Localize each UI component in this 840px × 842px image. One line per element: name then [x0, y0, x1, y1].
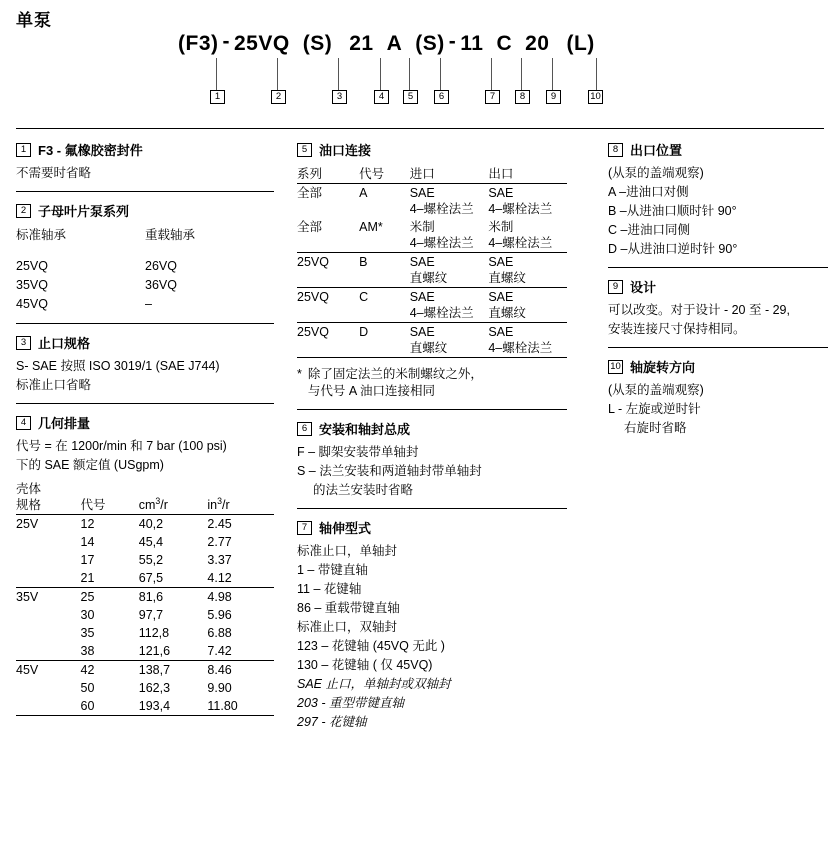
- section-7-line-5: 标准止口，双轴封: [297, 620, 398, 634]
- displacement-in3r: 5.96: [207, 608, 232, 622]
- section-10-line-1: (从泵的盖端观察): [608, 383, 704, 397]
- section-4-line-2: 下的 SAE 额定值 (USgpm): [16, 458, 164, 472]
- port-header-row: [297, 165, 567, 184]
- section-7-line-9: 203 - 重型带键直轴: [297, 696, 404, 710]
- divider-3: [16, 403, 274, 404]
- section-10-title: 轴旋转方向: [630, 360, 696, 375]
- displacement-cm3r: 40,2: [138, 517, 164, 531]
- section-2-r1-c1: 25VQ: [16, 259, 48, 273]
- port-inlet: SAE 直螺纹: [410, 253, 489, 288]
- displacement-cm3r: 45,4: [138, 535, 164, 549]
- displacement-in3r: 11.80: [207, 697, 274, 716]
- displacement-table: [16, 480, 274, 716]
- leader-9: [552, 58, 553, 90]
- section-8-title: 出口位置: [630, 143, 683, 158]
- displacement-in3r: 4.12: [207, 569, 274, 588]
- section-9-title: 设计: [630, 280, 657, 295]
- table-row: [297, 323, 567, 358]
- section-8: [608, 140, 828, 258]
- displacement-cm3r: 55,2: [138, 553, 164, 567]
- displacement-header-frame: 壳体 规格: [16, 480, 81, 515]
- model-code-string: [175, 30, 598, 58]
- displacement-in3r: 4.98: [207, 590, 232, 604]
- divider-4: [297, 409, 567, 410]
- section-9-number: 9: [608, 280, 623, 294]
- table-row: [297, 184, 567, 219]
- code-dash-1: -: [222, 30, 230, 53]
- section-2-header-standard: 标准轴承: [16, 228, 67, 242]
- port-header-inlet: 进口: [410, 165, 489, 184]
- leader-5: [409, 58, 410, 90]
- section-1-line-1: 不需要时省略: [16, 166, 92, 180]
- displacement-in3r: 9.90: [207, 681, 232, 695]
- leader-7: [491, 58, 492, 90]
- code-marker-2: 2: [271, 90, 286, 104]
- port-code: AM*: [359, 218, 410, 253]
- leader-2: [277, 58, 278, 90]
- port-connection-table: [297, 165, 567, 358]
- section-2-row-3: [16, 295, 274, 314]
- code-token-a: A: [386, 32, 403, 55]
- model-code-area: [0, 30, 840, 120]
- section-3: [16, 333, 274, 394]
- displacement-frame-35v: 35V: [16, 590, 39, 604]
- port-series: 25VQ: [297, 288, 359, 323]
- section-10-head: [608, 357, 828, 376]
- displacement-in3r: 8.46: [207, 663, 232, 677]
- section-2-r1-c2: 26VQ: [145, 259, 177, 273]
- section-2-r2-c2: 36VQ: [145, 278, 177, 292]
- code-marker-3: 3: [332, 90, 347, 104]
- section-5-footnote: [297, 366, 567, 400]
- section-10-number: 10: [608, 360, 623, 374]
- port-outlet: SAE 4–螺栓法兰: [488, 323, 567, 358]
- code-leader-lines: [0, 58, 840, 120]
- divider-2: [16, 323, 274, 324]
- section-7-line-10: 297 - 花键轴: [297, 715, 367, 729]
- table-row: [16, 624, 274, 642]
- table-row: [16, 661, 274, 680]
- displacement-code: 12: [80, 517, 95, 531]
- displacement-code: 14: [80, 535, 95, 549]
- displacement-header-code: 代号: [81, 480, 139, 515]
- section-5-title: 油口连接: [319, 143, 372, 158]
- section-7-line-3: 11 – 花键轴: [297, 582, 362, 596]
- code-marker-10: 10: [588, 90, 603, 104]
- leader-8: [521, 58, 522, 90]
- code-token-25vq: 25VQ: [234, 32, 290, 55]
- section-3-title: 止口规格: [38, 336, 91, 351]
- section-4-line-1: 代号 = 在 1200r/min 和 7 bar (100 psi): [16, 439, 227, 453]
- section-10-line-3: 右旋时省略: [624, 421, 687, 435]
- divider-1: [16, 191, 274, 192]
- displacement-code: 21: [81, 569, 139, 588]
- displacement-code: 25: [80, 590, 95, 604]
- displacement-frame-45v: 45V: [16, 663, 39, 677]
- section-2-row-1: [16, 257, 274, 276]
- section-6-title: 安装和轴封总成: [319, 422, 411, 437]
- section-1-head: [16, 140, 274, 159]
- footnote-line-2: 与代号 A 油口连接相同: [307, 384, 435, 398]
- section-1: [16, 140, 274, 182]
- section-2-headers: [16, 226, 274, 245]
- port-header-code: 代号: [359, 165, 410, 184]
- section-2-r3-c1: 45VQ: [16, 297, 48, 311]
- section-1-number: 1: [16, 143, 31, 157]
- displacement-frame-25v: 25V: [16, 517, 39, 531]
- code-marker-7: 7: [485, 90, 500, 104]
- port-series: 25VQ: [297, 323, 359, 358]
- displacement-cm3r: 112,8: [138, 626, 170, 640]
- section-5: [297, 140, 567, 400]
- section-4-title: 几何排量: [38, 416, 91, 431]
- section-9-head: [608, 277, 828, 296]
- table-row: [16, 588, 274, 607]
- section-8-head: [608, 140, 828, 159]
- leader-4: [380, 58, 381, 90]
- displacement-code: 50: [80, 681, 95, 695]
- displacement-in3r: 7.42: [207, 642, 274, 661]
- code-token-s1: (S): [302, 32, 333, 55]
- displacement-code: 17: [80, 553, 95, 567]
- table-row: [16, 569, 274, 588]
- section-2: [16, 201, 274, 314]
- section-6-number: 6: [297, 422, 312, 436]
- code-marker-9: 9: [546, 90, 561, 104]
- port-inlet: SAE 4–螺栓法兰: [409, 186, 474, 216]
- table-row: [16, 642, 274, 661]
- port-series: 25VQ: [297, 253, 359, 288]
- section-2-row-2: [16, 276, 274, 295]
- displacement-in3r: 2.77: [207, 535, 232, 549]
- displacement-header-in3r: $in^3/r$: [207, 480, 274, 515]
- code-token-l: (L): [566, 32, 595, 55]
- section-3-number: 3: [16, 336, 31, 350]
- leader-3: [338, 58, 339, 90]
- table-row: [16, 606, 274, 624]
- section-2-r2-c1: 35VQ: [16, 278, 48, 292]
- table-row: [16, 533, 274, 551]
- table-row: [16, 697, 274, 716]
- port-code: D: [359, 323, 410, 358]
- displacement-in3r: 6.88: [207, 626, 232, 640]
- section-4: [16, 413, 274, 716]
- port-outlet: SAE 直螺纹: [488, 288, 567, 323]
- section-2-title: 子母叶片泵系列: [38, 204, 130, 219]
- displacement-cm3r: 67,5: [139, 569, 208, 588]
- table-row: [297, 218, 567, 253]
- displacement-cm3r: 193,4: [139, 697, 208, 716]
- displacement-in3r: 3.37: [207, 553, 232, 567]
- port-inlet: SAE 4–螺栓法兰: [410, 288, 489, 323]
- displacement-in3r: 2.45: [207, 517, 232, 531]
- column-left: [16, 140, 274, 718]
- divider-6: [608, 267, 828, 268]
- section-6-line-3: 的法兰安装时省略: [313, 483, 414, 497]
- section-5-head: [297, 140, 567, 159]
- section-4-number: 4: [16, 416, 31, 430]
- section-6-line-2: S – 法兰安装和两道轴封带单轴封: [297, 464, 482, 478]
- port-outlet: SAE 直螺纹: [488, 253, 567, 288]
- section-4-head: [16, 413, 274, 432]
- section-7-head: [297, 518, 567, 537]
- displacement-code: 30: [80, 608, 95, 622]
- footnote-marker: *: [297, 367, 302, 381]
- column-middle: [297, 140, 567, 733]
- code-marker-8: 8: [515, 90, 530, 104]
- port-series: 全部: [297, 218, 359, 253]
- section-9-line-2: 安装连接尺寸保持相同。: [608, 322, 746, 336]
- code-dash-2: -: [448, 30, 457, 53]
- table-row: [297, 253, 567, 288]
- displacement-code: 38: [81, 642, 139, 661]
- header-divider: [16, 128, 824, 129]
- table-row: [16, 551, 274, 569]
- section-10: [608, 357, 828, 437]
- displacement-code: 60: [81, 697, 139, 716]
- leader-1: [216, 58, 217, 90]
- displacement-cm3r: 121,6: [139, 642, 208, 661]
- port-header-outlet: 出口: [488, 165, 567, 184]
- displacement-header-cm3r: $cm^3/r$: [139, 480, 208, 515]
- section-6-line-1: F – 脚架安装带单轴封: [297, 445, 419, 459]
- divider-7: [608, 347, 828, 348]
- section-8-number: 8: [608, 143, 623, 157]
- displacement-code: 35: [80, 626, 95, 640]
- section-7-line-1: 标准止口，单轴封: [297, 544, 398, 558]
- displacement-header-row: [16, 480, 274, 515]
- code-token-20: 20: [525, 32, 550, 55]
- column-right: [608, 140, 828, 439]
- section-8-line-1: (从泵的盖端观察): [608, 166, 704, 180]
- section-2-header-heavy: 重载轴承: [145, 228, 196, 242]
- code-marker-6: 6: [434, 90, 449, 104]
- section-10-line-2: L - 左旋或逆时针: [608, 402, 701, 416]
- section-7-line-2: 1 – 带键直轴: [297, 563, 368, 577]
- section-3-line-1: S- SAE 按照 ISO 3019/1 (SAE J744): [16, 359, 220, 373]
- port-outlet: 米制 4–螺栓法兰: [488, 218, 567, 253]
- section-5-number: 5: [297, 143, 312, 157]
- section-7-line-8: SAE 止口，单轴封或双轴封: [297, 677, 451, 691]
- footnote-line-1: 除了固定法兰的米制螺纹之外，: [307, 367, 483, 381]
- section-7-number: 7: [297, 521, 312, 535]
- section-8-line-5: D –从进油口逆时针 90°: [608, 242, 738, 256]
- section-6: [297, 419, 567, 499]
- section-6-head: [297, 419, 567, 438]
- displacement-cm3r: 162,3: [138, 681, 171, 695]
- section-2-number: 2: [16, 204, 31, 218]
- leader-6: [440, 58, 441, 90]
- page-title: 单泵: [16, 11, 52, 30]
- code-marker-5: 5: [403, 90, 418, 104]
- table-row: [297, 288, 567, 323]
- port-inlet: 米制 4–螺栓法兰: [410, 218, 489, 253]
- code-marker-4: 4: [374, 90, 389, 104]
- code-marker-1: 1: [210, 90, 225, 104]
- section-8-line-3: B –从进油口顺时针 90°: [608, 204, 737, 218]
- displacement-code: 42: [80, 663, 95, 677]
- section-1-title: F3 - 氟橡胶密封件: [38, 143, 143, 158]
- port-code: A: [359, 186, 368, 200]
- section-2-head: [16, 201, 274, 220]
- section-3-line-2: 标准止口省略: [16, 378, 92, 392]
- displacement-cm3r: 97,7: [138, 608, 164, 622]
- code-token-11: 11: [460, 32, 484, 55]
- displacement-cm3r: 138,7: [138, 663, 171, 677]
- code-token-21: 21: [349, 32, 374, 55]
- section-8-line-2: A –进油口对侧: [608, 185, 689, 199]
- code-token-s2: (S): [415, 32, 445, 55]
- port-code: C: [359, 288, 410, 323]
- code-token-f3: (F3): [178, 32, 219, 55]
- section-2-r3-c2: –: [145, 297, 152, 311]
- port-series: 全部: [297, 186, 323, 200]
- displacement-cm3r: 81,6: [138, 590, 164, 604]
- section-8-line-4: C –进油口同侧: [608, 223, 690, 237]
- section-7-line-4: 86 – 重载带键直轴: [297, 601, 400, 615]
- section-7-line-7: 130 – 花键轴 ( 仅 45VQ): [297, 658, 433, 672]
- port-inlet: SAE 直螺纹: [410, 323, 489, 358]
- section-9: [608, 277, 828, 338]
- section-9-line-1: 可以改变。对于设计 - 20 至 - 29,: [608, 303, 790, 317]
- table-row: [16, 515, 274, 534]
- port-header-series: 系列: [297, 165, 359, 184]
- section-7-title: 轴伸型式: [319, 521, 372, 536]
- section-7-line-6: 123 – 花键轴 (45VQ 无此 ): [297, 639, 445, 653]
- port-outlet: SAE 4–螺栓法兰: [488, 186, 553, 216]
- section-7: [297, 518, 567, 731]
- table-row: [16, 679, 274, 697]
- code-token-c: C: [496, 32, 513, 55]
- port-code: B: [359, 253, 410, 288]
- section-3-head: [16, 333, 274, 352]
- divider-5: [297, 508, 567, 509]
- leader-10: [596, 58, 597, 90]
